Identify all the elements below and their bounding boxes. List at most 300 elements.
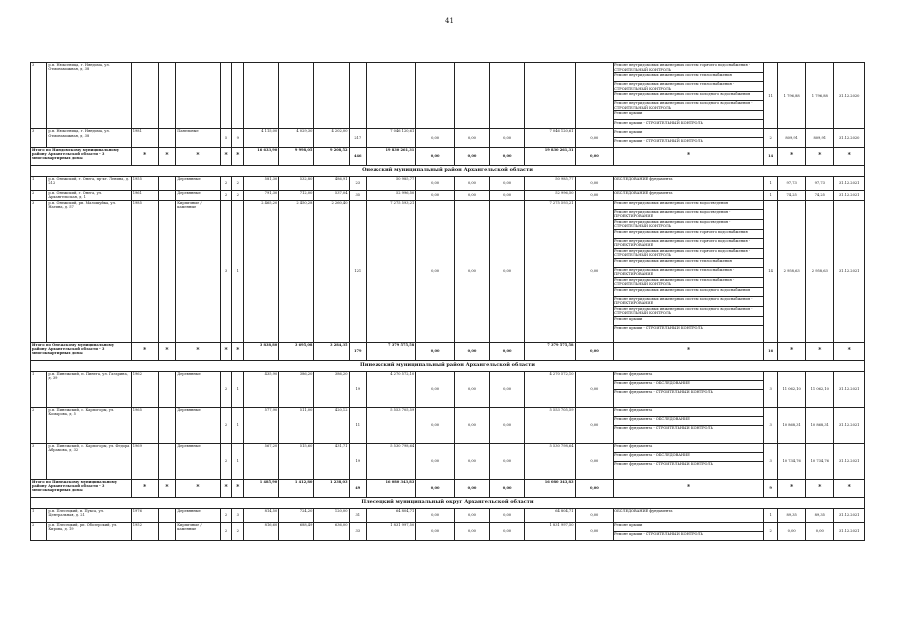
fund-a-sum: 0,00 xyxy=(416,479,455,497)
living-area-cell: 2 450,28 xyxy=(279,200,314,342)
entrances-cell: 2 xyxy=(232,176,244,190)
work-item: Ремонт крыши - СТРОИТЕЛЬНЫЙ КОНТРОЛЬ xyxy=(614,326,703,331)
floors-cell: 3 xyxy=(220,200,232,342)
fund-b-cell: 0,00 xyxy=(454,129,489,147)
year-cell: 1969 xyxy=(131,443,158,479)
floors-cell: 2 xyxy=(220,407,232,443)
cost-cell: 7 046 120,61 xyxy=(367,129,416,147)
fund-b-cell: 0,00 xyxy=(454,371,489,407)
fund-d-sum: 19 830 261,31 xyxy=(525,147,575,165)
year-cell xyxy=(131,63,158,129)
row-number: 2 xyxy=(31,190,47,200)
work-item: Ремонт внутридомовых инженерных систем горячего водоснабжения - СТРОИТЕЛЬНЫЙ КОНТРОЛЬ xyxy=(614,63,763,73)
works-cell xyxy=(614,63,764,129)
owned-area-cell xyxy=(314,63,349,129)
wall-material-cell: Деревянные xyxy=(176,443,221,479)
work-item: Ремонт фундамента xyxy=(614,408,763,417)
fund-e-cell: 0,00 xyxy=(575,443,614,479)
works-count-cell: 3 xyxy=(764,407,778,443)
star-mark: * xyxy=(806,342,834,360)
unit-price-cell: 97,73 xyxy=(778,176,806,190)
entrances-cell: 1 xyxy=(232,371,244,407)
works-count-cell: 1 xyxy=(764,176,778,190)
unit-price-cell: 10 734,76 xyxy=(778,443,806,479)
entrances-cell: 1 xyxy=(232,443,244,479)
cost-cell: 5 553 705,59 xyxy=(367,407,416,443)
deadline-cell: 31.12.2021 xyxy=(834,190,865,200)
owned-area-sum: 9 208,52 xyxy=(314,147,349,165)
section-title: Плесецкий муниципальный округ Архангельской области xyxy=(31,497,865,508)
fund-a-cell: 0,00 xyxy=(416,522,455,540)
fund-e-cell: 0,00 xyxy=(575,200,614,342)
star-mark: * xyxy=(778,147,806,165)
limit-price-cell: 11 062,10 xyxy=(806,371,834,407)
entrances-cell: 2 xyxy=(232,190,244,200)
total-label: Итого по Няндомскому муниципальному району Архангельской области - 3 многоквартирных дома: xyxy=(31,147,132,165)
year-cell: 1955 xyxy=(131,176,158,190)
fund-c-cell: 0,00 xyxy=(490,407,525,443)
wall-material-cell: Деревянные xyxy=(176,508,221,522)
works-cell xyxy=(614,129,764,147)
total-row xyxy=(31,342,865,360)
table-row xyxy=(31,508,865,522)
works-cell xyxy=(614,190,764,200)
fund-d-cell: 50 985,77 xyxy=(525,176,575,190)
owned-area-cell: 537,04 xyxy=(314,190,349,200)
section-header xyxy=(31,165,865,176)
works-cell xyxy=(614,443,764,479)
address-cell: р.п. Нюксеница, г. Няндома, ул. Отмонаможная, д. 38 xyxy=(47,129,131,147)
living-area-sum: 3 695,08 xyxy=(279,342,314,360)
unit-price-cell: 2 958,63 xyxy=(778,200,806,342)
cost-sum: 16 080 343,83 xyxy=(367,479,416,497)
owned-area-cell: 636,00 xyxy=(314,522,349,540)
cost-cell: 4 270 572,10 xyxy=(367,371,416,407)
living-area-cell: 724,20 xyxy=(279,508,314,522)
fund-c-sum: 0,00 xyxy=(490,342,525,360)
work-item: Ремонт внутридомовых инженерных систем водоотведения - СТРОИТЕЛЬНЫЙ КОНТРОЛЬ xyxy=(614,220,763,230)
blank-cell xyxy=(158,200,176,342)
total-area-sum: 16 633,90 xyxy=(244,147,279,165)
row-number: 1 xyxy=(31,176,47,190)
star-mark: * xyxy=(232,342,244,360)
fund-c-cell: 0,00 xyxy=(490,129,525,147)
wall-material-cell: Деревянные xyxy=(176,176,221,190)
row-number: 3 xyxy=(31,129,47,147)
works-count-cell: 3 xyxy=(764,371,778,407)
row-number: 2 xyxy=(31,522,47,540)
work-item: Ремонт внутридомовых инженерных систем холодного водоснабжения - ПРОЕКТИРОВАНИЕ xyxy=(614,297,763,307)
unit-price-cell: 10 868,31 xyxy=(778,407,806,443)
residents-cell: 35 xyxy=(349,190,367,200)
year-cell: 1952 xyxy=(131,522,158,540)
floors-cell: 2 xyxy=(220,176,232,190)
deadline-cell: 31.12.2021 xyxy=(834,371,865,407)
unit-price-cell: 809,91 xyxy=(778,129,806,147)
works-count-sum: 9 xyxy=(764,479,778,497)
work-item: Ремонт фундамента - СТРОИТЕЛЬНЫЙ КОНТРОЛЬ xyxy=(614,390,713,395)
work-item: ОБСЛЕДОВАНИЕ фундамента xyxy=(614,508,673,513)
floors-cell: 2 xyxy=(220,508,232,522)
fund-d-cell: 7 046 120,61 xyxy=(525,129,575,147)
star-mark: * xyxy=(176,147,221,165)
owned-area-cell: 2 260,40 xyxy=(314,200,349,342)
total-area-cell: 2 465,20 xyxy=(244,200,279,342)
blank-cell xyxy=(158,508,176,522)
total-row xyxy=(31,147,865,165)
work-item: Ремонт фундамента - ОБСЛЕДОВАНИЕ xyxy=(614,417,763,426)
star-mark: * xyxy=(834,342,865,360)
owned-area-cell: 486,91 xyxy=(314,176,349,190)
fund-d-cell: 64 804,71 xyxy=(525,508,575,522)
address-cell: р.п. Плесецкий, рп. Обозерский, ул. Кирова, д. 19 xyxy=(47,522,131,540)
living-area-cell: 712,00 xyxy=(279,190,314,200)
year-cell: 1965 xyxy=(131,407,158,443)
star-mark: * xyxy=(131,342,158,360)
fund-a-cell: 0,00 xyxy=(416,407,455,443)
limit-price-cell: 89,35 xyxy=(806,508,834,522)
work-item: Ремонт внутридомовых инженерных систем водоотведения - ПРОЕКТИРОВАНИЕ xyxy=(614,210,763,220)
fund-b-sum: 0,00 xyxy=(454,342,489,360)
limit-price-cell: 97,73 xyxy=(806,176,834,190)
cost-cell: 1 831 997,50 xyxy=(367,522,416,540)
work-item: Ремонт внутридомовых инженерных систем горячего водоснабжения xyxy=(614,230,763,239)
blank-cell xyxy=(158,443,176,479)
fund-c-cell: 0,00 xyxy=(490,371,525,407)
fund-b-sum: 0,00 xyxy=(454,147,489,165)
unit-price-cell: 11 062,10 xyxy=(778,371,806,407)
work-item: Ремонт внутридомовых инженерных систем холодного водоснабжения xyxy=(614,92,763,101)
deadline-cell: 31.12.2021 xyxy=(834,522,865,540)
fund-b-cell: 0,00 xyxy=(454,522,489,540)
fund-c-cell: 0,00 xyxy=(490,508,525,522)
deadline-cell: 31.12.2020 xyxy=(834,129,865,147)
year-cell: 1981 xyxy=(131,129,158,147)
star-mark: * xyxy=(158,479,176,497)
fund-d-cell: 1 831 997,50 xyxy=(525,522,575,540)
work-item: Ремонт крыши xyxy=(614,523,763,532)
table-row xyxy=(31,190,865,200)
fund-e-cell: 0,00 xyxy=(575,129,614,147)
star-mark: * xyxy=(176,342,221,360)
entrances-cell: 9 xyxy=(232,129,244,147)
deadline-cell: 31.12.2021 xyxy=(834,407,865,443)
blank-cell xyxy=(158,371,176,407)
cost-sum: 7 379 575,58 xyxy=(367,342,416,360)
fund-b-cell: 0,00 xyxy=(454,508,489,522)
unit-price-cell: 0,00 xyxy=(778,522,806,540)
works-cell xyxy=(614,176,764,190)
work-item: Ремонт фундамента xyxy=(614,444,763,453)
works-cell xyxy=(614,200,764,342)
work-item: ОБСЛЕДОВАНИЕ фундамента xyxy=(614,190,673,195)
star-mark: * xyxy=(834,147,865,165)
star-mark: * xyxy=(806,479,834,497)
table-row xyxy=(31,176,865,190)
fund-a-cell: 0,00 xyxy=(416,129,455,147)
star-mark: * xyxy=(614,147,764,165)
address-cell: р.п. Пинежский, с. Карпогоры, ул. Комарова, д. 5 xyxy=(47,407,131,443)
work-item: Ремонт фундамента - ОБСЛЕДОВАНИЕ xyxy=(614,381,763,390)
wall-material-cell: Кирпичные / каменные xyxy=(176,522,221,540)
owned-area-sum: 1 238,03 xyxy=(314,479,349,497)
fund-e-cell: 0,00 xyxy=(575,371,614,407)
star-mark: * xyxy=(834,479,865,497)
total-area-cell: 814,50 xyxy=(244,508,279,522)
section-title: Онежский муниципальный район Архангельской области xyxy=(31,165,865,176)
works-cell xyxy=(614,407,764,443)
fund-d-sum: 16 080 343,83 xyxy=(525,479,575,497)
blank-cell xyxy=(158,522,176,540)
fund-a-cell: 0,00 xyxy=(416,190,455,200)
limit-price-cell: 10 734,76 xyxy=(806,443,834,479)
wall-material-cell: Деревянные xyxy=(176,407,221,443)
total-row xyxy=(31,479,865,497)
limit-price-cell: 809,91 xyxy=(806,129,834,147)
fund-e-cell: 0,00 xyxy=(575,508,614,522)
deadline-cell: 31.12.2021 xyxy=(834,200,865,342)
fund-d-cell: 52 996,50 xyxy=(525,190,575,200)
wall-material-cell: Деревянные xyxy=(176,371,221,407)
work-item: Ремонт крыши xyxy=(614,129,763,138)
address-cell: р.п. Пинежский, с. Карпогоры, ул. Федора Абрамова, д. 32 xyxy=(47,443,131,479)
star-mark: * xyxy=(614,479,764,497)
work-item: Ремонт внутридомовых инженерных систем теплоснабжения - СТРОИТЕЛЬНЫЙ КОНТРОЛЬ xyxy=(614,82,763,92)
living-area-cell: 515,60 xyxy=(279,443,314,479)
unit-price-cell: 89,35 xyxy=(778,508,806,522)
work-item: Ремонт фундамента - ОБСЛЕДОВАНИЕ xyxy=(614,453,763,462)
floors-cell: 2 xyxy=(220,190,232,200)
work-item: Ремонт крыши xyxy=(614,317,763,326)
year-cell: 1961 xyxy=(131,190,158,200)
wall-material-cell xyxy=(176,63,221,129)
wall-material-cell: Деревянные xyxy=(176,190,221,200)
star-mark: * xyxy=(220,479,232,497)
fund-a-sum: 0,00 xyxy=(416,147,455,165)
blank-cell xyxy=(158,176,176,190)
fund-c-cell: 0,00 xyxy=(490,200,525,342)
fund-d-cell xyxy=(525,63,575,129)
repair-register-table xyxy=(30,62,865,541)
residents-cell: 33 xyxy=(349,522,367,540)
owned-area-cell: 386,20 xyxy=(314,371,349,407)
fund-a-cell: 0,00 xyxy=(416,200,455,342)
residents-cell xyxy=(349,63,367,129)
fund-b-cell: 0,00 xyxy=(454,176,489,190)
total-area-cell: 567,20 xyxy=(244,443,279,479)
total-area-cell xyxy=(244,63,279,129)
star-mark: * xyxy=(232,147,244,165)
fund-a-cell: 0,00 xyxy=(416,443,455,479)
fund-e-cell: 0,00 xyxy=(575,190,614,200)
fund-b-sum: 0,00 xyxy=(454,479,489,497)
work-item: Ремонт фундамента - СТРОИТЕЛЬНЫЙ КОНТРОЛЬ xyxy=(614,426,713,431)
table-row xyxy=(31,407,865,443)
address-cell: р.п. Плесецкий, п. Пукса, ул. Центральная, д. 21 xyxy=(47,508,131,522)
work-item: Ремонт внутридомовых инженерных систем водоотведения xyxy=(614,201,763,210)
residents-cell: 217 xyxy=(349,129,367,147)
address-cell: р.п. Онежский, г. Онега, ул. Архангельская, д. 1 xyxy=(47,190,131,200)
cost-cell: 5 530 798,64 xyxy=(367,443,416,479)
unit-price-cell: 1 796,88 xyxy=(778,63,806,129)
row-number: 1 xyxy=(31,371,47,407)
works-count-cell: 2 xyxy=(764,129,778,147)
fund-d-cell: 7 275 593,21 xyxy=(525,200,575,342)
star-mark: * xyxy=(778,479,806,497)
works-count-cell: 3 xyxy=(764,443,778,479)
entrances-cell xyxy=(232,63,244,129)
floors-cell xyxy=(220,63,232,129)
owned-area-sum: 3 284,35 xyxy=(314,342,349,360)
works-count-cell: 2 xyxy=(764,522,778,540)
star-mark: * xyxy=(232,479,244,497)
fund-a-cell: 0,00 xyxy=(416,508,455,522)
work-item: Ремонт фундамента xyxy=(614,372,763,381)
fund-e-sum: 0,00 xyxy=(575,147,614,165)
cost-cell: 52 996,50 xyxy=(367,190,416,200)
section-header xyxy=(31,360,865,371)
table-row xyxy=(31,371,865,407)
total-area-cell: 4 115,00 xyxy=(244,129,279,147)
works-count-cell: 1 xyxy=(764,190,778,200)
fund-e-cell: 0,00 xyxy=(575,407,614,443)
wall-material-cell: Панельные xyxy=(176,129,221,147)
work-item: ОБСЛЕДОВАНИЕ фундамента xyxy=(614,176,673,181)
living-area-cell: 4 029,30 xyxy=(279,129,314,147)
table-row xyxy=(31,200,865,342)
fund-a-sum: 0,00 xyxy=(416,342,455,360)
total-label: Итого по Онежскому муниципальному району Архангельской области - 3 многоквартирных дома: xyxy=(31,342,132,360)
section-title: Пинежский муниципальный район Архангельской области xyxy=(31,360,865,371)
fund-b-cell: 0,00 xyxy=(454,407,489,443)
fund-c-cell xyxy=(490,63,525,129)
works-cell xyxy=(614,508,764,522)
living-area-cell: 386,20 xyxy=(279,371,314,407)
works-cell xyxy=(614,371,764,407)
cost-cell xyxy=(367,63,416,129)
living-area-cell: 532,80 xyxy=(279,176,314,190)
works-count-cell: 1 xyxy=(764,508,778,522)
star-mark: * xyxy=(220,342,232,360)
fund-b-cell: 0,00 xyxy=(454,200,489,342)
address-cell: р.п. Пинежский, п. Пинега, ул. Гагарина, д. 39 xyxy=(47,371,131,407)
work-item: Ремонт внутридомовых инженерных систем теплоснабжения xyxy=(614,73,763,82)
limit-price-cell: 0,00 xyxy=(806,522,834,540)
residents-sum: 446 xyxy=(349,147,367,165)
star-mark: * xyxy=(158,147,176,165)
table-row xyxy=(31,522,865,540)
entrances-cell: 3 xyxy=(232,508,244,522)
fund-e-cell xyxy=(575,63,614,129)
fund-c-cell: 0,00 xyxy=(490,522,525,540)
row-number: 1 xyxy=(31,508,47,522)
blank-cell xyxy=(158,63,176,129)
capital-repair-table xyxy=(30,62,865,640)
works-count-cell: 11 xyxy=(764,63,778,129)
works-count-sum: 16 xyxy=(764,342,778,360)
living-area-cell: 688,49 xyxy=(279,522,314,540)
work-item: Ремонт внутридомовых инженерных систем холодного водоснабжения - СТРОИТЕЛЬНЫЙ КОНТРОЛЬ xyxy=(614,101,763,111)
work-item: Ремонт крыши - СТРОИТЕЛЬНЫЙ КОНТРОЛЬ xyxy=(614,138,703,143)
works-count-sum: 14 xyxy=(764,147,778,165)
table-row xyxy=(31,443,865,479)
work-item: Ремонт внутридомовых инженерных систем холодного водоснабжения - СТРОИТЕЛЬНЫЙ КОНТРОЛЬ xyxy=(614,307,763,317)
entrances-cell: 2 xyxy=(232,522,244,540)
work-item: Ремонт внутридомовых инженерных систем горячего водоснабжения - СТРОИТЕЛЬНЫЙ КОНТРОЛЬ xyxy=(614,249,763,259)
deadline-cell: 31.12.2020 xyxy=(834,63,865,129)
work-item: Ремонт фундамента - СТРОИТЕЛЬНЫЙ КОНТРОЛЬ xyxy=(614,462,713,467)
works-cell xyxy=(614,522,764,540)
star-mark: * xyxy=(614,342,764,360)
fund-a-cell: 0,00 xyxy=(416,371,455,407)
address-cell: р.п. Онежский, рп. Малошуйка, ул. Нагина, д. 57 xyxy=(47,200,131,342)
total-area-cell: 816,60 xyxy=(244,522,279,540)
row-number: 3 xyxy=(31,63,47,129)
work-item: Ремонт внутридомовых инженерных систем холодного водоснабжения xyxy=(614,288,763,297)
work-item: Ремонт крыши xyxy=(614,111,763,120)
residents-cell: 31 xyxy=(349,508,367,522)
fund-c-sum: 0,00 xyxy=(490,147,525,165)
star-mark: * xyxy=(131,479,158,497)
fund-d-cell: 5 530 798,64 xyxy=(525,443,575,479)
row-number: 2 xyxy=(31,407,47,443)
fund-c-cell: 0,00 xyxy=(490,190,525,200)
star-mark: * xyxy=(131,147,158,165)
work-item: Ремонт крыши - СТРОИТЕЛЬНЫЙ КОНТРОЛЬ xyxy=(614,120,703,125)
year-cell: 1962 xyxy=(131,371,158,407)
total-area-sum: 3 838,80 xyxy=(244,342,279,360)
works-count-cell: 14 xyxy=(764,200,778,342)
star-mark: * xyxy=(806,147,834,165)
limit-price-cell: 1 796,88 xyxy=(806,63,834,129)
residents-sum: 179 xyxy=(349,342,367,360)
table-row xyxy=(31,129,865,147)
work-item: Ремонт внутридомовых инженерных систем теплоснабжения - СТРОИТЕЛЬНЫЙ КОНТРОЛЬ xyxy=(614,278,763,288)
work-item: Ремонт внутридомовых инженерных систем теплоснабжения - ПРОЕКТИРОВАНИЕ xyxy=(614,268,763,278)
total-area-cell: 435,90 xyxy=(244,371,279,407)
fund-b-cell xyxy=(454,63,489,129)
residents-cell: 121 xyxy=(349,200,367,342)
blank-cell xyxy=(158,190,176,200)
work-item: Ремонт внутридомовых инженерных систем теплоснабжения xyxy=(614,259,763,268)
living-area-sum: 1 412,80 xyxy=(279,479,314,497)
cost-cell: 64 804,71 xyxy=(367,508,416,522)
floors-cell: 5 xyxy=(220,129,232,147)
residents-cell: 19 xyxy=(349,371,367,407)
star-mark: * xyxy=(220,147,232,165)
owned-area-cell: 4 202,00 xyxy=(314,129,349,147)
year-cell: 1985 xyxy=(131,200,158,342)
cost-cell: 7 275 593,21 xyxy=(367,200,416,342)
residents-cell: 11 xyxy=(349,407,367,443)
blank-cell xyxy=(158,407,176,443)
deadline-cell: 31.12.2021 xyxy=(834,508,865,522)
owned-area-cell: 420,12 xyxy=(314,407,349,443)
fund-c-sum: 0,00 xyxy=(490,479,525,497)
row-number: 3 xyxy=(31,443,47,479)
cost-sum: 19 830 261,31 xyxy=(367,147,416,165)
residents-cell: 19 xyxy=(349,443,367,479)
year-cell: 1976 xyxy=(131,508,158,522)
residents-cell: 23 xyxy=(349,176,367,190)
blank-cell xyxy=(158,129,176,147)
page-number: 41 xyxy=(445,17,454,25)
entrances-cell: 1 xyxy=(232,407,244,443)
row-number: 3 xyxy=(31,200,47,342)
star-mark: * xyxy=(176,479,221,497)
fund-d-sum: 7 379 575,58 xyxy=(525,342,575,360)
work-item: Ремонт внутридомовых инженерных систем горячего водоснабжения - ПРОЕКТИРОВАНИЕ xyxy=(614,239,763,249)
